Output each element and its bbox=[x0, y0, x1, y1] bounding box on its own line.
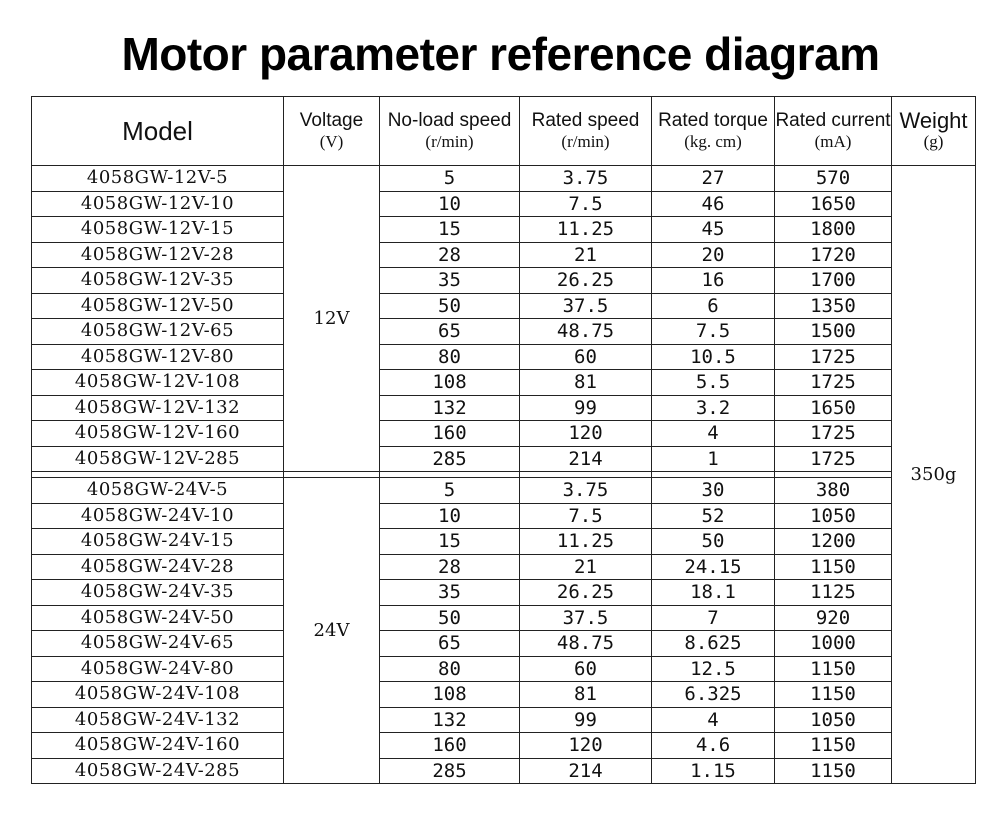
rated-current-cell: 1150 bbox=[775, 656, 892, 682]
rated-current-cell: 1350 bbox=[775, 293, 892, 319]
rated-torque-cell: 18.1 bbox=[652, 580, 775, 606]
table-row bbox=[32, 503, 976, 529]
model-cell: 4058GW-24V-28 bbox=[32, 554, 284, 580]
page-title: Motor parameter reference diagram bbox=[121, 28, 880, 80]
rated-torque-cell: 8.625 bbox=[652, 631, 775, 657]
rated-current-cell: 570 bbox=[775, 166, 892, 192]
model-cell: 4058GW-12V-35 bbox=[32, 268, 284, 294]
rated-torque-cell: 4.6 bbox=[652, 733, 775, 759]
noload-speed-cell: 132 bbox=[380, 707, 520, 733]
table-row bbox=[32, 446, 976, 472]
table-row bbox=[32, 370, 976, 396]
noload-speed-cell: 35 bbox=[380, 580, 520, 606]
table-row bbox=[32, 395, 976, 421]
rated-current-cell: 1725 bbox=[775, 344, 892, 370]
noload-speed-cell: 5 bbox=[380, 166, 520, 192]
noload-speed-cell: 160 bbox=[380, 733, 520, 759]
noload-speed-cell: 35 bbox=[380, 268, 520, 294]
rated-torque-cell: 1.15 bbox=[652, 758, 775, 784]
rated-speed-cell: 11.25 bbox=[520, 217, 652, 243]
rated-torque-cell: 12.5 bbox=[652, 656, 775, 682]
header-weight: Weight (g) bbox=[892, 97, 976, 166]
noload-speed-cell: 65 bbox=[380, 631, 520, 657]
model-cell: 4058GW-12V-285 bbox=[32, 446, 284, 472]
table-row bbox=[32, 554, 976, 580]
table-row bbox=[32, 733, 976, 759]
rated-torque-cell: 16 bbox=[652, 268, 775, 294]
model-cell: 4058GW-12V-50 bbox=[32, 293, 284, 319]
rated-speed-cell: 37.5 bbox=[520, 293, 652, 319]
model-cell: 4058GW-12V-5 bbox=[32, 166, 284, 192]
rated-speed-cell: 37.5 bbox=[520, 605, 652, 631]
rated-speed-cell: 120 bbox=[520, 421, 652, 447]
noload-speed-cell: 10 bbox=[380, 503, 520, 529]
noload-speed-cell: 160 bbox=[380, 421, 520, 447]
model-cell: 4058GW-24V-65 bbox=[32, 631, 284, 657]
rated-torque-cell: 24.15 bbox=[652, 554, 775, 580]
rated-current-cell: 1650 bbox=[775, 395, 892, 421]
noload-speed-cell: 50 bbox=[380, 605, 520, 631]
rated-current-cell: 1700 bbox=[775, 268, 892, 294]
model-cell: 4058GW-24V-10 bbox=[32, 503, 284, 529]
table-row bbox=[32, 605, 976, 631]
rated-torque-cell: 4 bbox=[652, 707, 775, 733]
header-voltage: Voltage (V) bbox=[284, 97, 380, 166]
header-row bbox=[32, 97, 976, 166]
rated-speed-cell: 81 bbox=[520, 370, 652, 396]
rated-current-cell: 1650 bbox=[775, 191, 892, 217]
rated-speed-cell: 60 bbox=[520, 344, 652, 370]
table-row bbox=[32, 319, 976, 345]
noload-speed-cell: 65 bbox=[380, 319, 520, 345]
rated-torque-cell: 7 bbox=[652, 605, 775, 631]
rated-torque-cell: 10.5 bbox=[652, 344, 775, 370]
noload-speed-cell: 15 bbox=[380, 217, 520, 243]
noload-speed-cell: 50 bbox=[380, 293, 520, 319]
table-row bbox=[32, 758, 976, 784]
noload-speed-cell: 132 bbox=[380, 395, 520, 421]
model-cell: 4058GW-12V-10 bbox=[32, 191, 284, 217]
table-row bbox=[32, 191, 976, 217]
model-cell: 4058GW-12V-28 bbox=[32, 242, 284, 268]
table-row bbox=[32, 682, 976, 708]
rated-speed-cell: 48.75 bbox=[520, 631, 652, 657]
rated-speed-cell: 7.5 bbox=[520, 503, 652, 529]
table-row bbox=[32, 580, 976, 606]
rated-speed-cell: 81 bbox=[520, 682, 652, 708]
noload-speed-cell: 285 bbox=[380, 758, 520, 784]
model-cell: 4058GW-12V-160 bbox=[32, 421, 284, 447]
rated-current-cell: 1725 bbox=[775, 370, 892, 396]
table-row bbox=[32, 166, 976, 192]
rated-torque-cell: 1 bbox=[652, 446, 775, 472]
rated-current-cell: 1150 bbox=[775, 758, 892, 784]
rated-current-cell: 1050 bbox=[775, 503, 892, 529]
model-cell: 4058GW-12V-132 bbox=[32, 395, 284, 421]
model-cell: 4058GW-24V-15 bbox=[32, 529, 284, 555]
rated-current-cell: 1725 bbox=[775, 446, 892, 472]
noload-speed-cell: 10 bbox=[380, 191, 520, 217]
rated-speed-cell: 120 bbox=[520, 733, 652, 759]
noload-speed-cell: 15 bbox=[380, 529, 520, 555]
voltage-cell: 12V bbox=[284, 166, 380, 472]
header-rated-torque: Rated torque (kg. cm) bbox=[652, 97, 775, 166]
model-cell: 4058GW-24V-35 bbox=[32, 580, 284, 606]
table-row bbox=[32, 217, 976, 243]
table-row bbox=[32, 293, 976, 319]
noload-speed-cell: 28 bbox=[380, 554, 520, 580]
model-cell: 4058GW-24V-132 bbox=[32, 707, 284, 733]
table-row bbox=[32, 478, 976, 504]
rated-torque-cell: 50 bbox=[652, 529, 775, 555]
model-cell: 4058GW-12V-80 bbox=[32, 344, 284, 370]
rated-speed-cell: 26.25 bbox=[520, 268, 652, 294]
table-row bbox=[32, 656, 976, 682]
header-model: Model bbox=[32, 97, 284, 166]
rated-current-cell: 1725 bbox=[775, 421, 892, 447]
rated-torque-cell: 45 bbox=[652, 217, 775, 243]
rated-current-cell: 1125 bbox=[775, 580, 892, 606]
rated-speed-cell: 48.75 bbox=[520, 319, 652, 345]
rated-torque-cell: 6.325 bbox=[652, 682, 775, 708]
noload-speed-cell: 28 bbox=[380, 242, 520, 268]
rated-speed-cell: 3.75 bbox=[520, 166, 652, 192]
rated-current-cell: 1150 bbox=[775, 682, 892, 708]
model-cell: 4058GW-24V-108 bbox=[32, 682, 284, 708]
table-row bbox=[32, 421, 976, 447]
noload-speed-cell: 285 bbox=[380, 446, 520, 472]
rated-current-cell: 1150 bbox=[775, 554, 892, 580]
header-rated-speed: Rated speed (r/min) bbox=[520, 97, 652, 166]
model-cell: 4058GW-12V-15 bbox=[32, 217, 284, 243]
rated-torque-cell: 27 bbox=[652, 166, 775, 192]
rated-speed-cell: 21 bbox=[520, 554, 652, 580]
rated-torque-cell: 5.5 bbox=[652, 370, 775, 396]
rated-speed-cell: 11.25 bbox=[520, 529, 652, 555]
rated-current-cell: 1800 bbox=[775, 217, 892, 243]
rated-speed-cell: 214 bbox=[520, 446, 652, 472]
rated-current-cell: 1500 bbox=[775, 319, 892, 345]
model-cell: 4058GW-24V-285 bbox=[32, 758, 284, 784]
model-cell: 4058GW-24V-5 bbox=[32, 478, 284, 504]
rated-torque-cell: 6 bbox=[652, 293, 775, 319]
rated-speed-cell: 214 bbox=[520, 758, 652, 784]
table-row bbox=[32, 268, 976, 294]
model-cell: 4058GW-24V-160 bbox=[32, 733, 284, 759]
model-cell: 4058GW-12V-65 bbox=[32, 319, 284, 345]
rated-current-cell: 380 bbox=[775, 478, 892, 504]
table-row bbox=[32, 344, 976, 370]
rated-torque-cell: 20 bbox=[652, 242, 775, 268]
table-row bbox=[32, 631, 976, 657]
noload-speed-cell: 108 bbox=[380, 682, 520, 708]
rated-current-cell: 1000 bbox=[775, 631, 892, 657]
rated-current-cell: 1050 bbox=[775, 707, 892, 733]
rated-speed-cell: 99 bbox=[520, 395, 652, 421]
noload-speed-cell: 5 bbox=[380, 478, 520, 504]
noload-speed-cell: 80 bbox=[380, 656, 520, 682]
rated-speed-cell: 21 bbox=[520, 242, 652, 268]
rated-current-cell: 1200 bbox=[775, 529, 892, 555]
table-row bbox=[32, 242, 976, 268]
rated-torque-cell: 4 bbox=[652, 421, 775, 447]
table-row bbox=[32, 707, 976, 733]
header-rated-current: Rated current (mA) bbox=[775, 97, 892, 166]
rated-current-cell: 1720 bbox=[775, 242, 892, 268]
rated-torque-cell: 30 bbox=[652, 478, 775, 504]
rated-speed-cell: 7.5 bbox=[520, 191, 652, 217]
noload-speed-cell: 108 bbox=[380, 370, 520, 396]
rated-speed-cell: 60 bbox=[520, 656, 652, 682]
model-cell: 4058GW-24V-50 bbox=[32, 605, 284, 631]
model-cell: 4058GW-12V-108 bbox=[32, 370, 284, 396]
rated-torque-cell: 52 bbox=[652, 503, 775, 529]
rated-torque-cell: 7.5 bbox=[652, 319, 775, 345]
weight-cell: 350g bbox=[892, 166, 976, 784]
header-noload-speed: No-load speed (r/min) bbox=[380, 97, 520, 166]
rated-torque-cell: 46 bbox=[652, 191, 775, 217]
model-cell: 4058GW-24V-80 bbox=[32, 656, 284, 682]
voltage-cell: 24V bbox=[284, 478, 380, 784]
rated-speed-cell: 99 bbox=[520, 707, 652, 733]
rated-speed-cell: 3.75 bbox=[520, 478, 652, 504]
noload-speed-cell: 80 bbox=[380, 344, 520, 370]
motor-parameter-table bbox=[31, 96, 976, 784]
rated-torque-cell: 3.2 bbox=[652, 395, 775, 421]
rated-current-cell: 920 bbox=[775, 605, 892, 631]
rated-current-cell: 1150 bbox=[775, 733, 892, 759]
table-row bbox=[32, 529, 976, 555]
rated-speed-cell: 26.25 bbox=[520, 580, 652, 606]
